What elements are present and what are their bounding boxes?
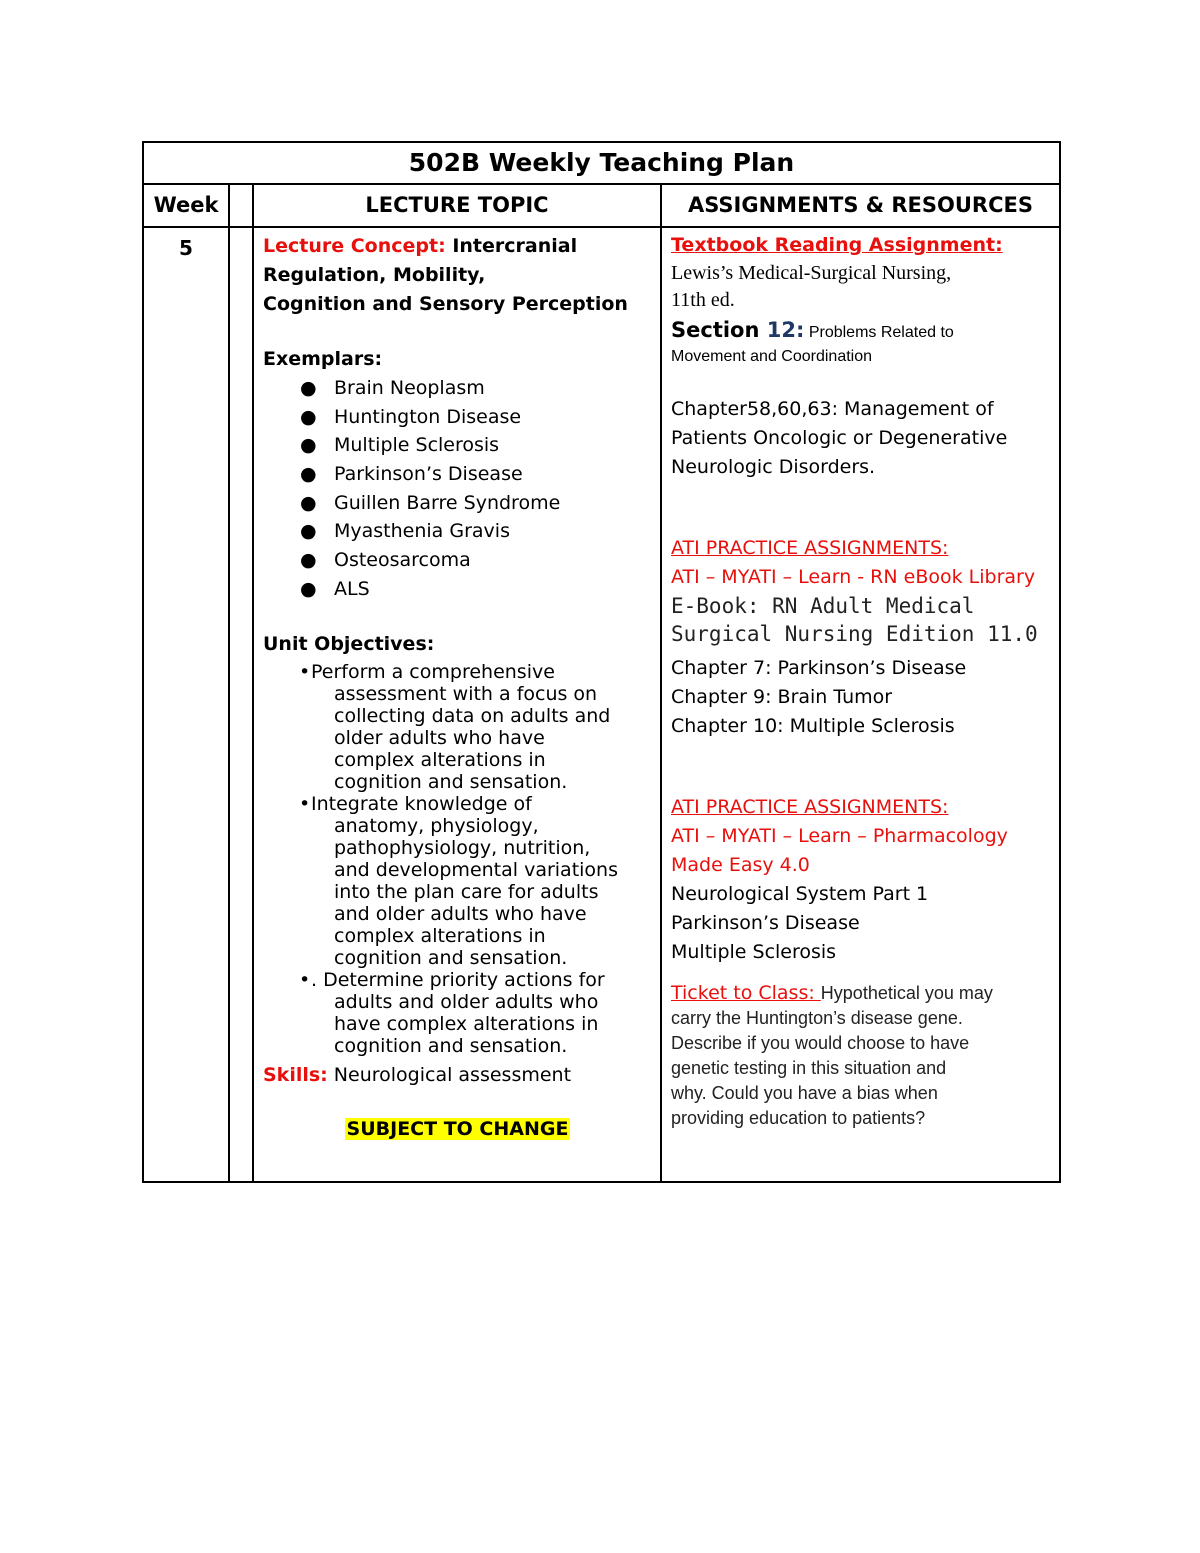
list-item: ● ALS (263, 575, 652, 604)
ticket-to-class: Ticket to Class: Hypothetical you may carry the Huntington’s disease gene. Describe if you would choose to have genetic testing in this situation and why. Could you have a bias when providing education to patients? (671, 982, 993, 1128)
chapters-line: Neurologic Disorders. (671, 456, 876, 478)
objective-item: • Integrate knowledge of anatomy, physiology, pathophysiology, nutrition, and developmental variations into the plan care for adults and older adults who have complex alterations in cognition and sensation. (299, 792, 618, 969)
chapters-line: Patients Oncologic or Degenerative (671, 427, 1008, 449)
ati-path: ATI – MYATI – Learn - RN eBook Library (671, 566, 1036, 588)
bullet-icon: ● (300, 549, 317, 572)
list-item: ● Parkinson’s Disease (263, 460, 652, 489)
lecture-concept (263, 232, 652, 261)
ati-path: Made Easy 4.0 (671, 854, 810, 876)
objectives-list (263, 661, 652, 1057)
list-item: ● Multiple Sclerosis (263, 431, 652, 460)
bullet-icon: ● (300, 491, 317, 514)
lecture-concept-line: Intercranial (445, 235, 578, 257)
lecture-concept-line: Regulation, Mobility, (263, 264, 486, 286)
bullet-icon: • (299, 968, 311, 991)
teaching-plan-table (142, 141, 1061, 1183)
lecture-cell (253, 227, 661, 1182)
objective-item: • Perform a comprehensive assessment with a focus on collecting data on adults and older adults who have complex alterations in cognition and sensation. (299, 660, 611, 793)
pharm-item: Neurological System Part 1 (671, 883, 929, 905)
list-item: ● Myasthenia Gravis (263, 517, 652, 546)
bullet-icon: ● (300, 434, 317, 457)
skills-text: Neurological assessment (327, 1063, 572, 1086)
ticket-label: Ticket to Class: (671, 982, 821, 1004)
unit-objectives-heading: Unit Objectives: (263, 632, 435, 655)
bullet-icon: ● (300, 463, 317, 486)
skills-label: Skills: (263, 1063, 328, 1086)
objective-item: • . Determine priority actions for adults and older adults who have complex alterations in cognition and sensation. (299, 968, 605, 1057)
week-number: 5 (143, 227, 229, 1182)
subject-to-change-badge: SUBJECT TO CHANGE (346, 1117, 569, 1140)
chapters-line: Chapter58,60,63: Management of (671, 398, 994, 420)
bullet-icon: • (299, 660, 311, 683)
textbook-reading-label: Textbook Reading Assignment: (671, 234, 1003, 256)
bullet-icon: ● (300, 405, 317, 428)
list-item: ● Guillen Barre Syndrome (263, 489, 652, 518)
ebook-chapter: Chapter 10: Multiple Sclerosis (671, 715, 955, 737)
list-item: ● Brain Neoplasm (263, 374, 652, 403)
header-week: Week (143, 184, 229, 227)
list-item: ● Osteosarcoma (263, 546, 652, 575)
assignments-cell (661, 227, 1060, 1182)
header-spacer (229, 184, 253, 227)
textbook-title: Lewis’s Medical-Surgical Nursing, 11th ed. (671, 262, 952, 311)
lecture-concept-label: Lecture Concept: (263, 235, 446, 257)
exemplars-list (263, 374, 652, 604)
skills-line (263, 1061, 652, 1089)
header-assignments: ASSIGNMENTS & RESOURCES (661, 184, 1060, 227)
bullet-icon: ● (300, 577, 317, 600)
list-item: ● Huntington Disease (263, 403, 652, 432)
ebook-title: E-Book: RN Adult Medical Surgical Nursing Edition 11.0 (671, 594, 1038, 646)
bullet-icon: ● (300, 520, 317, 543)
pharm-item: Multiple Sclerosis (671, 941, 837, 963)
pharm-item: Parkinson’s Disease (671, 912, 860, 934)
header-lecture-topic: LECTURE TOPIC (253, 184, 661, 227)
table-title: 502B Weekly Teaching Plan (143, 142, 1060, 184)
ati-practice-label: ATI PRACTICE ASSIGNMENTS: (671, 537, 949, 559)
bullet-icon: • (299, 792, 311, 815)
ati-practice-label: ATI PRACTICE ASSIGNMENTS: (671, 796, 949, 818)
bullet-icon: ● (300, 377, 317, 399)
spacer-cell (229, 227, 253, 1182)
ati-path: ATI – MYATI – Learn – Pharmacology (671, 825, 1008, 847)
section-info: Section 12: Problems Related to Movement and Coordination (671, 318, 954, 365)
lecture-concept-line: Cognition and Sensory Perception (263, 293, 628, 315)
exemplars-heading: Exemplars: (263, 348, 383, 370)
ebook-chapter: Chapter 7: Parkinson’s Disease (671, 657, 967, 679)
ebook-chapter: Chapter 9: Brain Tumor (671, 686, 893, 708)
